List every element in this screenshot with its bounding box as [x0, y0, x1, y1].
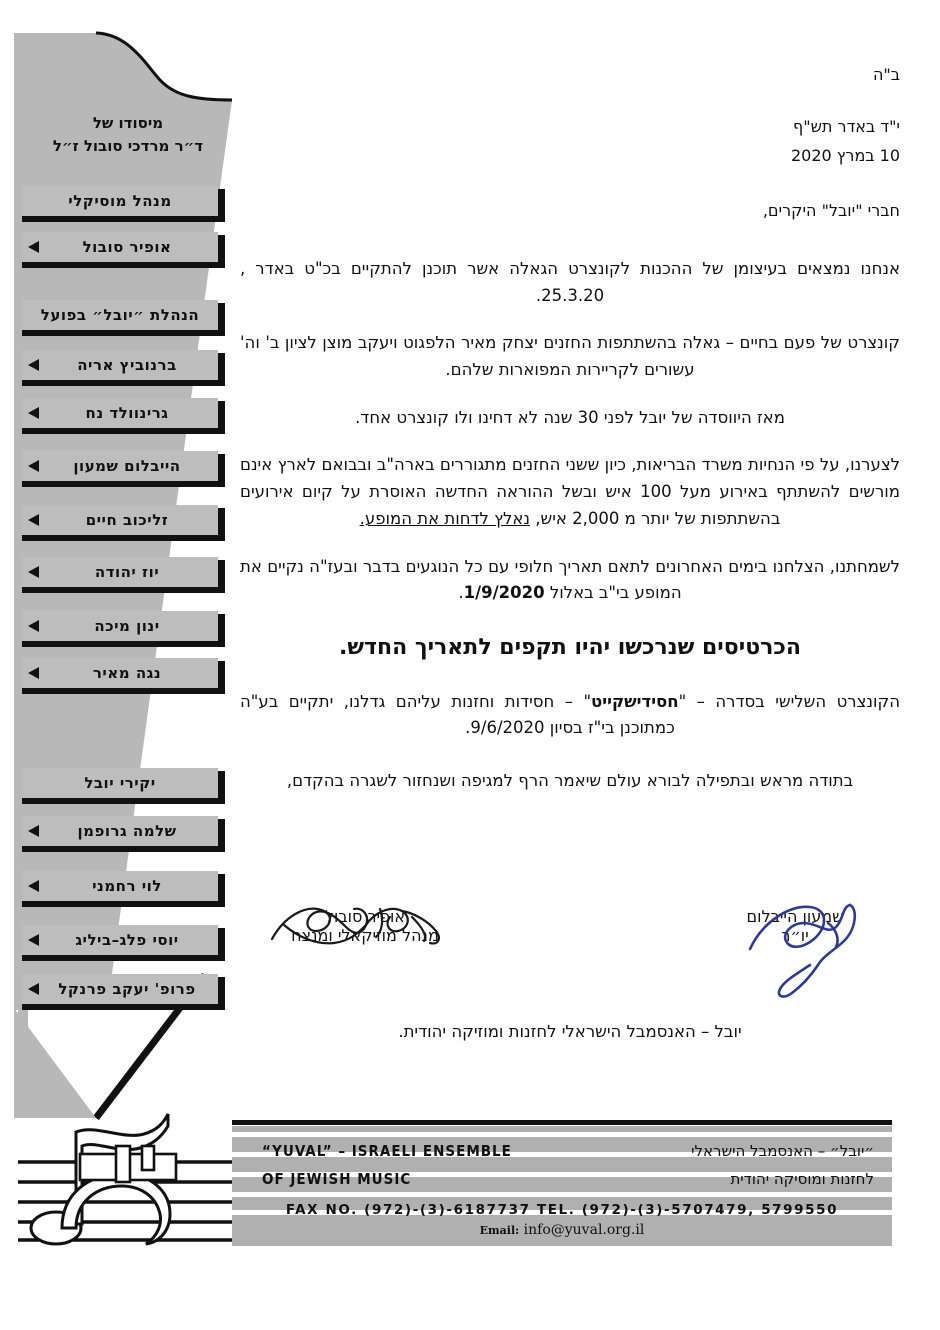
piano-key-member-1-0[interactable]	[22, 350, 218, 380]
footer-email-row	[232, 1222, 892, 1238]
piano-key-member-1-2[interactable]	[22, 451, 218, 481]
paragraph-6	[240, 689, 900, 742]
founder-line-2: ד״ר מרדכי סובול ז״ל	[52, 136, 204, 155]
piano-side-strip	[18, 150, 28, 1050]
arrow-left-icon	[28, 880, 39, 892]
paragraph-5-text-2: מופע בי"ב באלול	[549, 583, 671, 603]
paragraph-6-date: 9/6/2020	[470, 718, 545, 738]
music-director-role: מנהל מוזיקאלי ומנצח	[291, 926, 439, 945]
staff-line-4	[232, 1192, 892, 1197]
arrow-left-icon	[28, 620, 39, 632]
arrow-left-icon	[28, 934, 39, 946]
paragraph-2: קונצרט של פעם בחיים – גאלה בהשתתפות החזנים יצחק מאיר הלפגוט ויעקב מוצן לציון ב' וה' עשורים לקריירות המפוארות שלהם.	[240, 333, 900, 379]
footer-english-line-2: OF JEWISH MUSIC	[262, 1170, 412, 1188]
paragraph-6-b: " – חסידות וחזנות עליהם גדלנו, יתקיים בע"ה כמתוכנן בי"ז בסיון	[240, 691, 675, 738]
arrow-left-icon	[28, 460, 39, 472]
piano-key-member-2-1[interactable]	[22, 871, 218, 901]
footer-hebrew-line-2: לחזנות ומוסיקה יהודית	[730, 1170, 874, 1188]
signature-block-music-director	[250, 905, 480, 945]
piano-key-heading-1	[22, 300, 218, 330]
piano-key-member-0-0[interactable]	[22, 232, 218, 262]
music-director-name: אופיר סובול	[324, 907, 406, 926]
paragraph-1: אנחנו נמצאים בעיצומן של ההכנות לקונצרט הגאלה אשר תוכנן להתקיים בכ"ט באדר , 25.3.20.	[240, 258, 900, 305]
paragraph-5	[240, 554, 900, 607]
arrow-left-icon	[28, 825, 39, 837]
footer	[0, 1110, 940, 1260]
piano-key-member-1-3[interactable]	[22, 505, 218, 535]
chairman-role: יו״ר	[781, 926, 809, 945]
piano-key-member-2-2[interactable]	[22, 925, 218, 955]
arrow-left-icon	[28, 359, 39, 371]
piano-key-heading-2	[22, 768, 218, 798]
footer-top-rule	[232, 1120, 892, 1125]
footer-email-label: Email:	[479, 1224, 520, 1237]
piano-key-member-1-1[interactable]	[22, 398, 218, 428]
staff-line-1	[232, 1132, 892, 1137]
footer-bar	[232, 1126, 892, 1246]
piano-key-label: זליכוב חיים	[85, 511, 169, 529]
piano-key-label: שלמה גרופמן	[77, 822, 177, 840]
piano-key-label: ברנוביץ אריה	[77, 356, 177, 374]
piano-key-label: הייבלום שמעון	[73, 457, 181, 475]
piano-key-label: יוז יהודה	[94, 563, 160, 581]
letterhead-sidebar	[0, 0, 246, 1130]
piano-key-member-2-0[interactable]	[22, 816, 218, 846]
arrow-left-icon	[28, 407, 39, 419]
piano-key-label: הנהלת ״יובל״ בפועל	[40, 306, 200, 324]
piano-key-label: לוי רחמני	[92, 877, 162, 895]
piano-key-heading-0	[22, 186, 218, 216]
piano-key-label: אופיר סובול	[82, 238, 172, 256]
yuval-music-note-logo	[18, 1110, 238, 1260]
chairman-name: שמעון הייבלום	[746, 907, 844, 926]
headline-tickets-valid: הכרטיסים שנרכשו יהיו תקפים לתאריך החדש.	[339, 634, 801, 660]
bsd-line: ב"ה	[872, 65, 900, 84]
founder-line-1: מיסודו של	[92, 114, 164, 132]
gregorian-date: 10 במרץ 2020	[790, 146, 900, 166]
arrow-left-icon	[28, 514, 39, 526]
arrow-left-icon	[28, 667, 39, 679]
paragraph-4	[240, 452, 900, 532]
footer-english-line-1: “YUVAL” – ISRAELI ENSEMBLE	[262, 1142, 512, 1160]
signature-area	[240, 905, 900, 1035]
closing-line: יובל – האנסמבל הישראלי לחזנות ומוזיקה יהודית.	[398, 1022, 742, 1041]
piano-key-label: פרופ' יעקב פרנקל	[58, 980, 196, 998]
signature-block-chairman	[690, 905, 900, 945]
piano-key-label: יוסי פלג–ביליג	[75, 931, 179, 949]
piano-key-label: נגה מאיר	[92, 664, 162, 682]
footer-contact: FAX NO. (972)-(3)-6187737 TEL. (972)-(3)-5707479, 5799550	[285, 1202, 839, 1218]
piano-key-member-1-6[interactable]	[22, 658, 218, 688]
hebrew-date: י"ד באדר תש"ף	[793, 116, 900, 136]
piano-key-label: גרינוולד נח	[85, 404, 169, 422]
piano-key-label: ינון מיכה	[94, 617, 160, 635]
piano-key-label: יקירי יובל	[84, 774, 156, 792]
paragraph-6-a: הקונצרט השלישי בסדרה – "	[678, 691, 900, 711]
piano-key-member-1-5[interactable]	[22, 611, 218, 641]
paragraph-6-series-name: חסידישקייט	[591, 691, 679, 711]
piano-key-member-2-3[interactable]	[22, 974, 218, 1004]
piano-key-label: מנהל מוסיקלי	[68, 192, 172, 210]
paragraph-5-end: .	[458, 583, 464, 603]
paragraph-5-text: לשמחתנו, הצלחנו בימים האחרונים לתאם תאריך חלופי עם כל הנוגעים בדבר ובעז"ה נקיים את ה	[240, 556, 900, 603]
paragraph-6-c: .	[465, 718, 471, 738]
salutation: חברי "יובל" היקרים,	[762, 200, 900, 220]
paragraph-3: מאז היווסדה של יובל לפני 30 שנה לא דחינו ולו קונצרט אחד.	[355, 407, 785, 427]
piano-key-member-1-4[interactable]	[22, 557, 218, 587]
arrow-left-icon	[28, 241, 39, 253]
paragraph-7: בתודה מראש ובתפילה לבורא עולם שיאמר הרף למגיפה ושנחזור לשגרה בהקדם,	[286, 771, 854, 791]
footer-email-address[interactable]: info@yuval.org.il	[523, 1222, 645, 1238]
paragraph-4-underlined: נאלץ לדחות את המופע.	[359, 508, 531, 528]
arrow-left-icon	[28, 983, 39, 995]
paragraph-4-text: לצערנו, על פי הנחיות משרד הבריאות, כיון ששני החזנים מתגוררים בארה"ב ובבואם לארץ אינם מורשים להשתתף באירוע מעל 100 איש ובשל ההוראה החדשה האוסרת על קיום אירועים בהשתתפות של יותר מ 2,000 איש,	[240, 455, 900, 528]
footer-hebrew-line-1: ״יובל״ – האנסמבל הישראלי	[691, 1142, 874, 1160]
letter-body	[240, 60, 900, 816]
paragraph-5-date: 1/9/2020	[463, 583, 545, 603]
arrow-left-icon	[28, 566, 39, 578]
founder-credit	[28, 112, 228, 157]
